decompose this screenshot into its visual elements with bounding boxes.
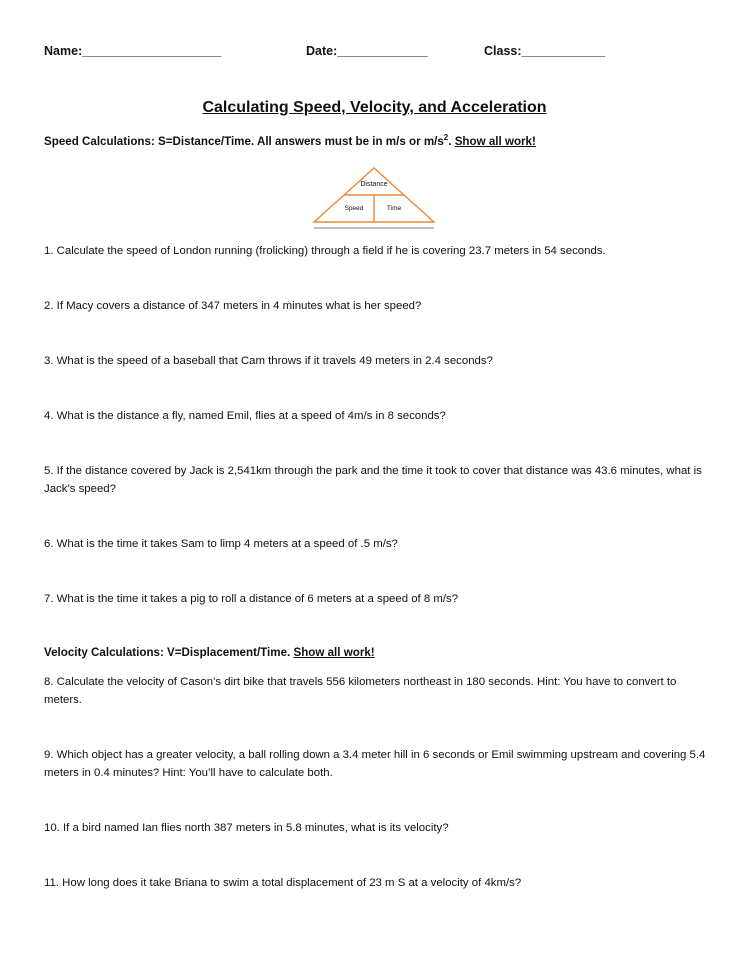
- velocity-section-emphasis: Show all work!: [293, 646, 375, 659]
- page-title: Calculating Speed, Velocity, and Acceleration: [202, 99, 547, 116]
- speed-section-heading: [44, 133, 536, 148]
- question-4: 4. What is the distance a fly, named Emil, flies at a speed of 4m/s in 8 seconds?: [44, 410, 446, 422]
- velocity-section-heading: [44, 646, 375, 659]
- question-7: 7. What is the time it takes a pig to roll a distance of 6 meters at a speed of 8 m/s?: [44, 593, 459, 605]
- triangle-time-label: Time: [386, 205, 402, 212]
- date-field: Date:_____________: [306, 44, 428, 58]
- speed-section-intro: Speed Calculations: S=Distance/Time. All answers must be in m/s or m/s: [44, 134, 444, 148]
- triangle-speed-label: Speed: [344, 205, 364, 212]
- question-11: 11. How long does it take Briana to swim a total displacement of 23 m S at a velocity of 4km/s?: [44, 877, 522, 889]
- speed-section-period: .: [448, 134, 455, 148]
- velocity-section-intro: Velocity Calculations: V=Displacement/Time.: [44, 646, 294, 659]
- question-1: 1. Calculate the speed of London running (frolicking) through a field if he is covering 23.7 meters in 54 seconds.: [44, 245, 606, 257]
- triangle-distance-label: Distance: [360, 181, 388, 188]
- question-2: 2. If Macy covers a distance of 347 meters in 4 minutes what is her speed?: [44, 300, 422, 312]
- question-6: 6. What is the time it takes Sam to limp 4 meters at a speed of .5 m/s?: [44, 538, 398, 550]
- question-5: 5. If the distance covered by Jack is 2,541km through the park and the time it took to cover that distance was 43.6 minutes, what is Jack’s speed?: [44, 465, 702, 495]
- question-9: 9. Which object has a greater velocity, a ball rolling down a 3.4 meter hill in 6 seconds or Emil swimming upstream and covering 5.4 meters in 0.4 minutes? Hint: You’ll have to calculate both.: [44, 749, 706, 779]
- question-10: 10. If a bird named Ian flies north 387 meters in 5.8 minutes, what is its velocity?: [44, 822, 449, 834]
- speed-section-superscript: 2: [443, 133, 449, 142]
- name-field: Name:____________________: [44, 44, 222, 58]
- speed-section-emphasis: Show all work!: [454, 134, 536, 148]
- speed-distance-time-triangle: [312, 166, 436, 230]
- class-field: Class:____________: [484, 44, 605, 58]
- question-3: 3. What is the speed of a baseball that Cam throws if it travels 49 meters in 2.4 seconds?: [44, 355, 493, 367]
- question-8: 8. Calculate the velocity of Cason’s dirt bike that travels 556 kilometers northeast in 180 seconds. Hint: You have to convert to meters.: [44, 676, 677, 706]
